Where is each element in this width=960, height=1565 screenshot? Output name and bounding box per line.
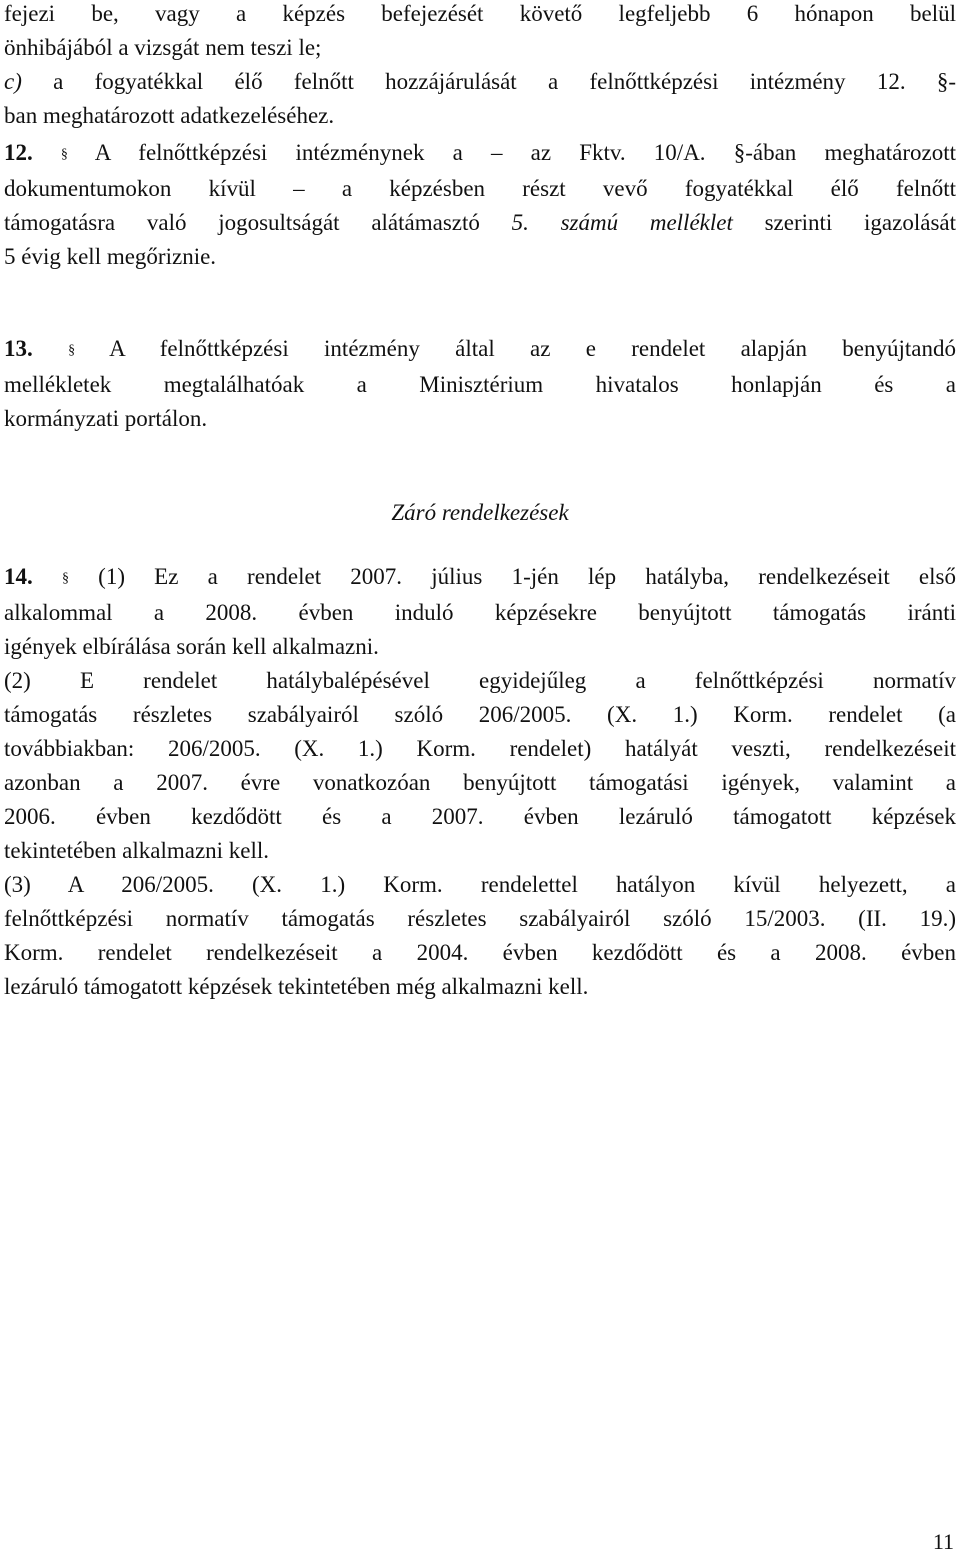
- page-number: 11: [932, 1529, 954, 1554]
- text-line: azonban a 2007. évre vonatkozóan benyújtott támogatási igények, valamint a: [4, 770, 956, 795]
- section-text: A felnőttképzési intézménynek a – az Fktv. 10/A. §-ában meghatározott: [67, 140, 956, 165]
- section-sign-icon: §: [61, 571, 69, 586]
- section-sign-icon: §: [68, 343, 76, 358]
- text-line: továbbiakban: 206/2005. (X. 1.) Korm. rendelet) hatályát veszti, rendelkezéseit: [4, 736, 956, 761]
- text-line: tekintetében alkalmazni kell.: [4, 838, 270, 863]
- section-number: 12.: [4, 140, 33, 165]
- text-line: Korm. rendelet rendelkezéseit a 2004. évben kezdődött és a 2008. évben: [4, 940, 956, 965]
- text-line: [4, 560, 956, 596]
- list-label: c): [4, 69, 22, 94]
- text-line: kormányzati portálon.: [4, 406, 208, 431]
- text-line: [4, 136, 956, 172]
- text-line: alkalommal a 2008. évben induló képzésekre benyújtott támogatás iránti: [4, 600, 956, 625]
- section-13: [4, 332, 956, 436]
- text-line: 2006. évben kezdődött és a 2007. évben lezáruló támogatott képzések: [4, 804, 956, 829]
- text-line: önhibájából a vizsgát nem teszi le;: [4, 35, 322, 60]
- text-line: felnőttképzési normatív támogatás részletes szabályairól szóló 15/2003. (II. 19.): [4, 906, 956, 931]
- section-heading: Záró rendelkezések: [391, 500, 569, 525]
- text-line: lezáruló támogatott képzések tekintetében még alkalmazni kell.: [4, 974, 589, 999]
- text-line: (3) A 206/2005. (X. 1.) Korm. rendelettel hatályon kívül helyezett, a: [4, 872, 956, 897]
- text-segment: támogatásra való jogosultságát alátámasztó: [4, 210, 512, 235]
- section-text: (1) Ez a rendelet 2007. július 1-jén lép hatályba, rendelkezéseit első: [68, 564, 956, 589]
- section-12: [4, 136, 956, 274]
- section-14: [4, 560, 956, 1004]
- text-line: [4, 206, 956, 240]
- section-sign-icon: §: [60, 147, 68, 162]
- text-line: mellékletek megtalálhatóak a Minisztérium hivatalos honlapján és a: [4, 372, 956, 397]
- text-line: dokumentumokon kívül – a képzésben részt vevő fogyatékkal élő felnőtt: [4, 176, 956, 201]
- annex-reference: 5. számú melléklet: [511, 210, 733, 235]
- text-line: támogatás részletes szabályairól szóló 206/2005. (X. 1.) Korm. rendelet (a: [4, 702, 956, 727]
- text-line: 5 évig kell megőriznie.: [4, 244, 217, 269]
- intro-paragraph: [4, 0, 956, 133]
- section-number: 14.: [4, 564, 33, 589]
- list-text: a fogyatékkal élő felnőtt hozzájárulását a felnőttképzési intézmény 12. §-: [21, 69, 956, 94]
- section-number: 13.: [4, 336, 33, 361]
- text-line: fejezi be, vagy a képzés befejezését követő legfeljebb 6 hónapon belül: [4, 1, 956, 26]
- section-text: A felnőttképzési intézmény által az e rendelet alapján benyújtandó: [75, 336, 957, 361]
- text-line: igények elbírálása során kell alkalmazni.: [4, 634, 379, 659]
- text-line: ban meghatározott adatkezeléséhez.: [4, 103, 335, 128]
- text-segment: szerinti igazolását: [732, 210, 956, 235]
- text-line: [4, 65, 956, 99]
- text-line: (2) E rendelet hatálybalépésével egyidejűleg a felnőttképzési normatív: [4, 668, 956, 693]
- text-line: [4, 332, 956, 368]
